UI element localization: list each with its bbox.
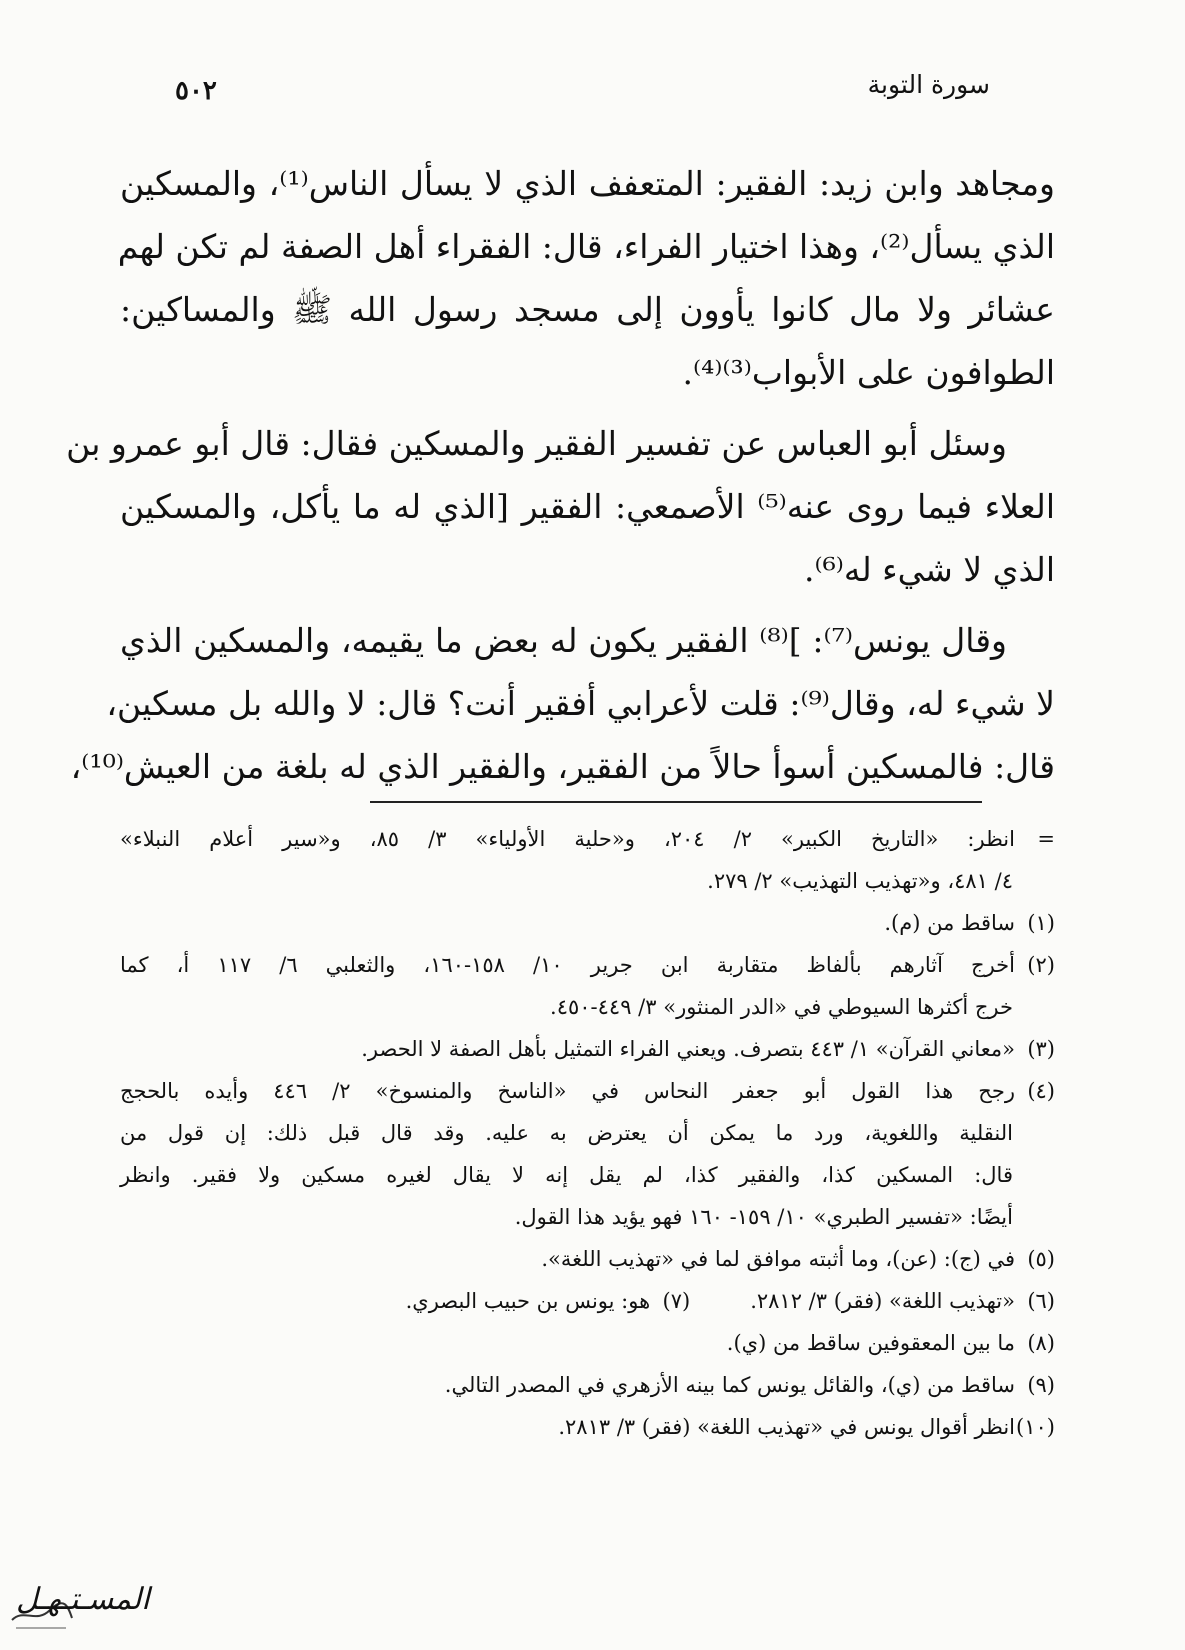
footnote-5: (٥)في (ج): (عن)، وما أثبته موافق لما في «تهذيب اللغة». bbox=[120, 1238, 1055, 1280]
footnote-continued-line: ٤/ ٤٨١، و«تهذيب التهذيب» ٢/ ٢٧٩. bbox=[707, 869, 1013, 893]
footnote-9: (٩)ساقط من (ي)، والقائل يونس كما بينه الأزهري في المصدر التالي. bbox=[120, 1364, 1055, 1406]
surah-title: سورة التوبة bbox=[867, 70, 990, 99]
footnote-4-line: النقلية واللغوية، ورد ما يمكن أن يعترض به عليه. وقد قال قبل ذلك: إن قول من bbox=[120, 1121, 1013, 1145]
text-line: الطوافون على الأبواب⁽³⁾⁽⁴⁾. bbox=[682, 353, 1055, 392]
text-line: ومجاهد وابن زيد: الفقير: المتعفف الذي لا يسأل الناس⁽¹⁾، والمسكين bbox=[120, 164, 1055, 203]
footnote-4-line: قال: المسكين كذا، والفقير كذا، لم يقل إنه لا يقال لغيره مسكين ولا فقير. وانظر bbox=[120, 1163, 1013, 1187]
text-line: العلاء فيما روى عنه⁽⁵⁾ الأصمعي: الفقير [الذي له ما يأكل، والمسكين bbox=[120, 487, 1055, 526]
text-line: الذي لا شيء له⁽⁶⁾. bbox=[803, 550, 1055, 589]
footnote-number: (٧) bbox=[662, 1289, 691, 1313]
footnote-marker: = bbox=[1037, 827, 1055, 851]
text-line: الذي يسأل⁽²⁾، وهذا اختيار الفراء، قال: الفقراء أهل الصفة لم تكن لهم bbox=[117, 227, 1055, 266]
text-line: وقال يونس⁽⁷⁾: ]⁽⁸⁾ الفقير يكون له بعض ما يقيمه، والمسكين الذي bbox=[120, 621, 1007, 660]
footnote-6-7: (٦)«تهذيب اللغة» (فقر) ٣/ ٢٨١٢.(٧)هو: يونس بن حبيب البصري. bbox=[120, 1280, 1055, 1322]
footnote-number: (١) bbox=[1027, 911, 1055, 935]
footnote-8: (٨)ما بين المعقوفين ساقط من (ي). bbox=[120, 1322, 1055, 1364]
text-line: وسئل أبو العباس عن تفسير الفقير والمسكين فقال: قال أبو عمرو بن bbox=[66, 424, 1007, 463]
footnote-number: (٢) bbox=[1027, 953, 1055, 977]
main-text bbox=[66, 152, 1055, 798]
watermark-text: المسـتـهـل bbox=[16, 1582, 150, 1617]
page-header bbox=[175, 70, 990, 120]
footnote-2: (٢)أخرج آثارهم بألفاظ متقاربة ابن جرير ١٠/ ١٥٨-١٦٠، والثعلبي ٦/ ١١٧ أ، كما bbox=[120, 944, 1055, 986]
publisher-seal-icon bbox=[6, 1580, 150, 1636]
footnote-4: (٤)رجح هذا القول أبو جعفر النحاس في «الناسخ والمنسوخ» ٢/ ٤٤٦ وأيده بالحجج bbox=[120, 1070, 1055, 1112]
footnote-number: (٤) bbox=[1027, 1079, 1055, 1103]
footnote-separator bbox=[370, 801, 982, 803]
footnote-number: (٩) bbox=[1027, 1373, 1055, 1397]
footnote-10: (١٠)انظر أقوال يونس في «تهذيب اللغة» (فقر) ٣/ ٢٨١٣. bbox=[120, 1406, 1055, 1448]
footnote-number: (١٠) bbox=[1016, 1415, 1055, 1439]
footnote-3: (٣)«معاني القرآن» ١/ ٤٤٣ بتصرف. ويعني الفراء التمثيل بأهل الصفة لا الحصر. bbox=[120, 1028, 1055, 1070]
text-line: قال: فالمسكين أسوأ حالاً من الفقير، والفقير الذي له بلغة من العيش⁽¹⁰⁾، bbox=[70, 747, 1055, 786]
footnote-number: (٣) bbox=[1027, 1037, 1055, 1061]
page-number: ٥٠٢ bbox=[175, 76, 217, 106]
footnote-number: (٥) bbox=[1027, 1247, 1055, 1271]
footnote-number: (٦) bbox=[1027, 1289, 1055, 1313]
footnote-2-line: خرج أكثرها السيوطي في «الدر المنثور» ٣/ ٤٤٩-٤٥٠. bbox=[550, 995, 1013, 1019]
text-line: لا شيء له، وقال⁽⁹⁾: قلت لأعرابي أفقير أنت؟ قال: لا والله بل مسكين، bbox=[106, 684, 1055, 723]
footnote-1: (١)ساقط من (م). bbox=[120, 902, 1055, 944]
footnotes bbox=[120, 818, 1055, 1448]
text-line: عشائر ولا مال كانوا يأوون إلى مسجد رسول الله ﷺ والمساكين: bbox=[120, 290, 1055, 329]
footnote-4-line: أيضًا: «تفسير الطبري» ١٠/ ١٥٩- ١٦٠ فهو يؤيد هذا القول. bbox=[514, 1205, 1013, 1229]
footnote-number: (٨) bbox=[1027, 1331, 1055, 1355]
footnote-continued-line: =انظر: «التاريخ الكبير» ٢/ ٢٠٤، و«حلية الأولياء» ٣/ ٨٥، و«سير أعلام النبلاء» bbox=[120, 818, 1055, 860]
